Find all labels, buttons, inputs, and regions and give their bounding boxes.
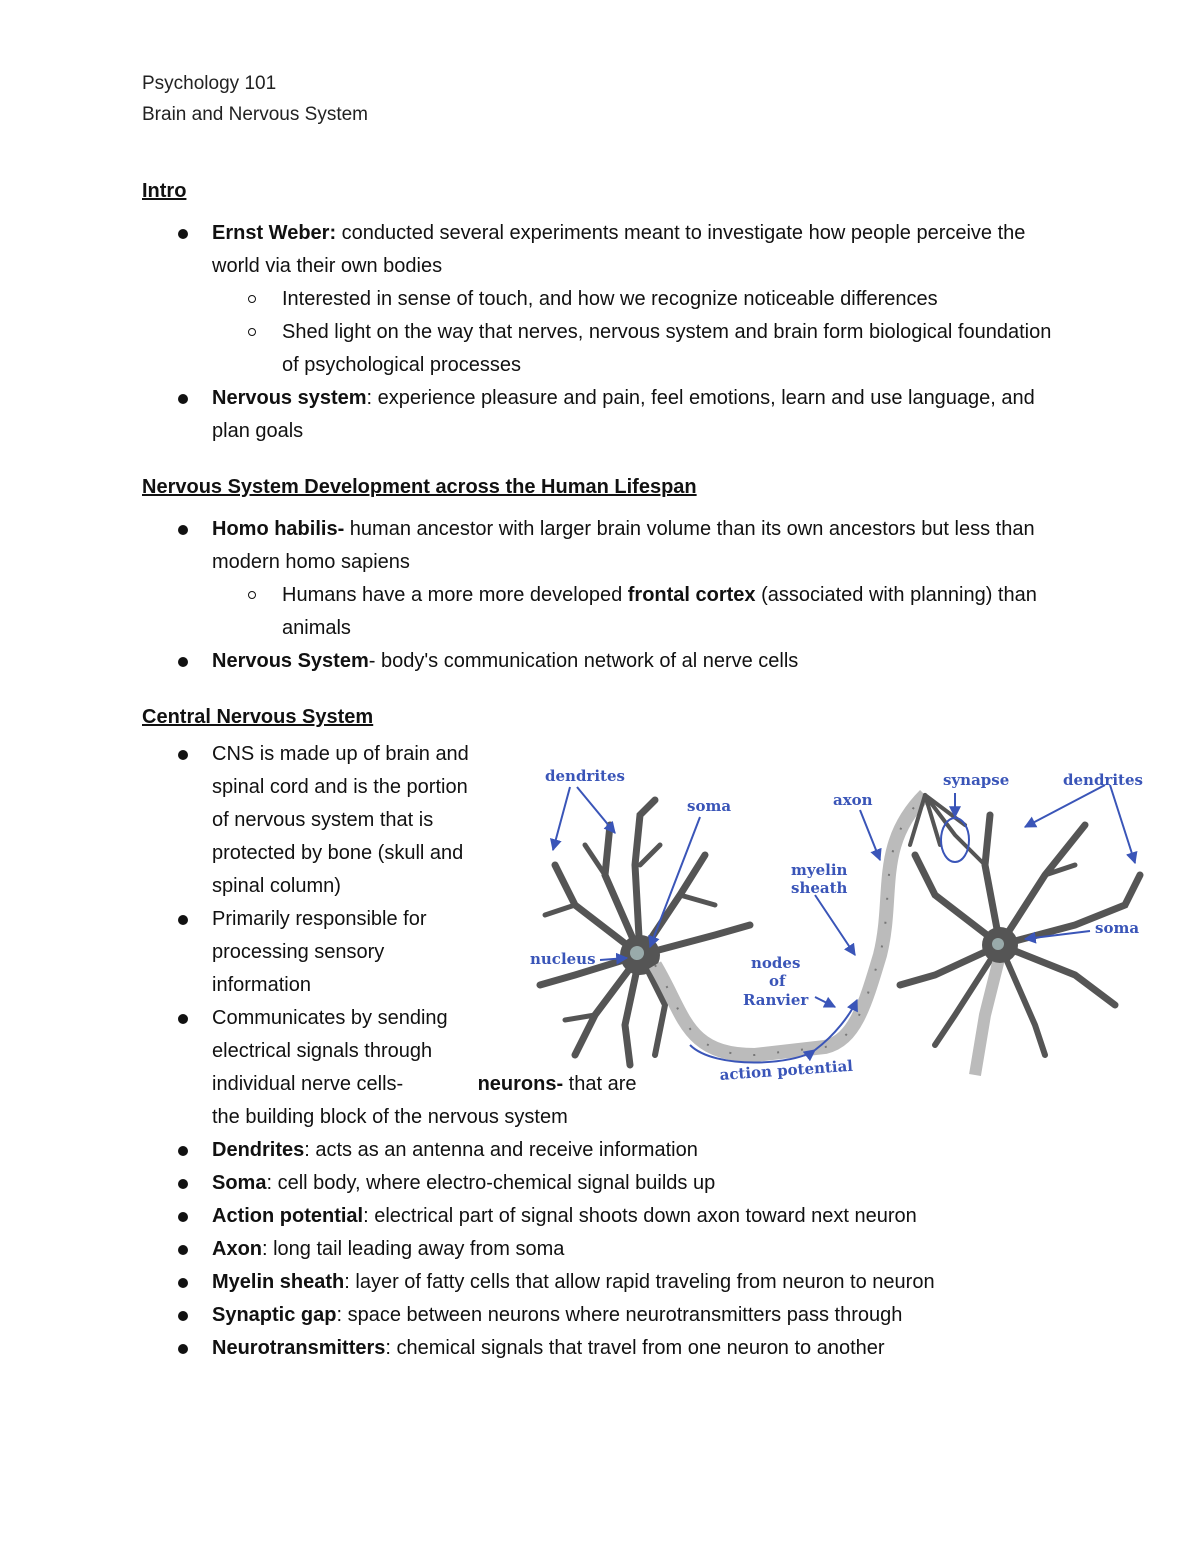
- term-neurons: neurons-: [477, 1073, 564, 1095]
- right-nucleus-shape: [992, 938, 1004, 950]
- definition: conducted several experiments meant to investigate how people perceive the world via their own bodies: [212, 222, 1026, 277]
- intro-heading: Intro: [142, 180, 187, 202]
- definition: : long tail leading away from soma: [262, 1238, 565, 1260]
- label-axon: axon: [833, 791, 873, 809]
- definition: - body's communication network of al nerve cells: [368, 650, 799, 672]
- list-item: [142, 1134, 1072, 1167]
- label-myelin-1: myelin: [791, 861, 848, 879]
- list-item: [142, 513, 1072, 579]
- label-dendrites-right: dendrites: [1063, 771, 1143, 789]
- synapse-circle: [941, 818, 969, 862]
- definition: : chemical signals that travel from one neuron to another: [385, 1337, 885, 1359]
- list-item: [142, 1167, 1072, 1200]
- list-item: [142, 645, 1072, 678]
- item-text: Communicates by sending electrical signals through individual nerve cells-: [212, 1007, 448, 1095]
- list-item: [142, 579, 1072, 645]
- term-soma: Soma: [212, 1172, 267, 1194]
- left-nucleus-shape: [630, 946, 644, 960]
- neuron-diagram: [515, 755, 1160, 1090]
- cns-terms-list: [142, 1134, 1072, 1365]
- item-text: CNS is made up of brain and spinal cord and is the portion of nervous system that is protected by bone (skull and spinal column): [212, 743, 469, 897]
- sub-item-text: Humans have a more more developed: [282, 584, 628, 606]
- definition: human ancestor with larger brain volume than its own ancestors but less than modern homo sapiens: [212, 518, 1035, 573]
- definition: : acts as an antenna and receive information: [304, 1139, 698, 1161]
- definition: : layer of fatty cells that allow rapid traveling from neuron to neuron: [344, 1271, 935, 1293]
- term-frontal-cortex: frontal cortex: [627, 584, 756, 606]
- label-nodes-1: nodes: [751, 954, 801, 972]
- list-item: [142, 382, 1072, 448]
- term-neurotransmitters: Neurotransmitters: [212, 1337, 386, 1359]
- list-item: [142, 1299, 1072, 1332]
- definition: : cell body, where electro-chemical signal builds up: [266, 1172, 716, 1194]
- list-item: [142, 1233, 1072, 1266]
- label-nodes-2: of: [769, 972, 786, 990]
- term-action-potential: Action potential: [212, 1205, 364, 1227]
- term-myelin-sheath: Myelin sheath: [212, 1271, 345, 1293]
- axon-terminals: [910, 795, 985, 865]
- left-neuron: [540, 800, 750, 1065]
- item-text: that are the building block of the nervous system: [212, 1073, 637, 1128]
- label-synapse: synapse: [943, 771, 1010, 789]
- term-homo-habilis: Homo habilis-: [212, 518, 345, 540]
- term-dendrites: Dendrites: [212, 1139, 305, 1161]
- list-item: [142, 1332, 1072, 1365]
- label-dendrites-left: dendrites: [545, 767, 625, 785]
- definition: : experience pleasure and pain, feel emotions, learn and use language, and plan goals: [212, 387, 1035, 442]
- label-soma-left: soma: [687, 797, 732, 815]
- label-nucleus: nucleus: [530, 950, 596, 968]
- term-nervous-system: Nervous system: [212, 387, 367, 409]
- label-action-potential: action potential: [719, 1056, 854, 1084]
- cns-heading: Central Nervous System: [142, 706, 374, 728]
- course-title: Psychology 101: [142, 73, 277, 94]
- list-item: [142, 1266, 1072, 1299]
- item-text: Primarily responsible for processing sensory information: [212, 908, 427, 996]
- axon-myelin: [655, 795, 925, 1055]
- sub-item-text: Shed light on the way that nerves, nervous system and brain form biological foundation of psychological processes: [282, 321, 1052, 376]
- intro-section: [142, 179, 1072, 448]
- sub-item-text: Interested in sense of touch, and how we recognize noticeable differences: [282, 288, 938, 310]
- list-item: [142, 283, 1072, 316]
- label-soma-right: soma: [1095, 919, 1140, 937]
- term-axon: Axon: [212, 1238, 262, 1260]
- list-item: [142, 217, 1072, 283]
- label-myelin-2: sheath: [791, 879, 848, 897]
- development-heading: Nervous System Development across the Human Lifespan: [142, 476, 697, 498]
- development-section: [142, 475, 1072, 678]
- list-item: [142, 1200, 1072, 1233]
- term-ernst-weber: Ernst Weber:: [212, 222, 337, 244]
- definition: : space between neurons where neurotransmitters pass through: [336, 1304, 903, 1326]
- definition: : electrical part of signal shoots down axon toward next neuron: [363, 1205, 917, 1227]
- label-nodes-3: Ranvier: [743, 991, 809, 1009]
- sub-item-text: (associated with planning) than animals: [282, 584, 1037, 639]
- intro-list: [142, 217, 1072, 448]
- list-item: [142, 738, 472, 903]
- development-list: [142, 513, 1072, 678]
- term-nervous-system: Nervous System: [212, 650, 369, 672]
- term-synaptic-gap: Synaptic gap: [212, 1304, 337, 1326]
- topic-title: Brain and Nervous System: [142, 104, 368, 125]
- list-item: [142, 316, 1072, 382]
- list-item: [142, 903, 472, 1002]
